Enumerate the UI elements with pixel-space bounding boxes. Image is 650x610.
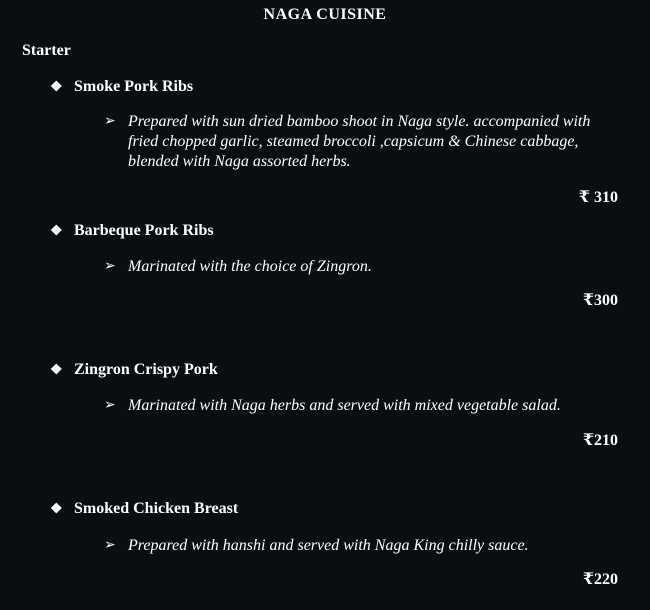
diamond-bullet-icon: ❖ <box>50 502 63 517</box>
section-heading-starter: Starter <box>22 42 71 59</box>
menu-item-price: ₹ 310 <box>578 189 618 206</box>
menu-item-title: Zingron Crispy Pork <box>74 361 218 378</box>
menu-item-description <box>104 396 604 416</box>
menu-item-title: Smoke Pork Ribs <box>74 78 194 95</box>
menu-item-description-text: Marinated with the choice of Zingron. <box>128 258 372 275</box>
menu-item-title: Smoked Chicken Breast <box>74 500 239 517</box>
arrow-bullet-icon: ➢ <box>104 538 116 553</box>
menu-item-description <box>104 257 604 277</box>
menu-item-price: ₹220 <box>582 571 618 588</box>
diamond-bullet-icon: ❖ <box>50 80 63 95</box>
menu-item-name <box>50 222 214 240</box>
arrow-bullet-icon: ➢ <box>104 398 116 413</box>
menu-item-description-text: Prepared with hanshi and served with Naga King chilly sauce. <box>128 537 529 554</box>
menu-item-price: ₹210 <box>582 432 618 449</box>
arrow-bullet-icon: ➢ <box>104 259 116 274</box>
diamond-bullet-icon: ❖ <box>50 224 63 239</box>
menu-item-description <box>104 112 604 172</box>
menu-item-description <box>104 536 604 556</box>
page-title: NAGA CUISINE <box>263 6 387 23</box>
menu-item-price: ₹300 <box>582 292 618 309</box>
menu-item-description-text: Marinated with Naga herbs and served with mixed vegetable salad. <box>128 397 561 414</box>
menu-item-name <box>50 78 193 96</box>
menu-item-name <box>50 361 218 379</box>
menu-item-description-text: Prepared with sun dried bamboo shoot in Naga style. accompanied with fried chopped garlic, steamed broccoli ,capsicum & Chinese cabbage, blended with Naga assorted herbs. <box>128 113 591 170</box>
diamond-bullet-icon: ❖ <box>50 363 63 378</box>
menu-item-title: Barbeque Pork Ribs <box>74 222 214 239</box>
menu-item-name <box>50 500 238 518</box>
arrow-bullet-icon: ➢ <box>104 114 116 129</box>
